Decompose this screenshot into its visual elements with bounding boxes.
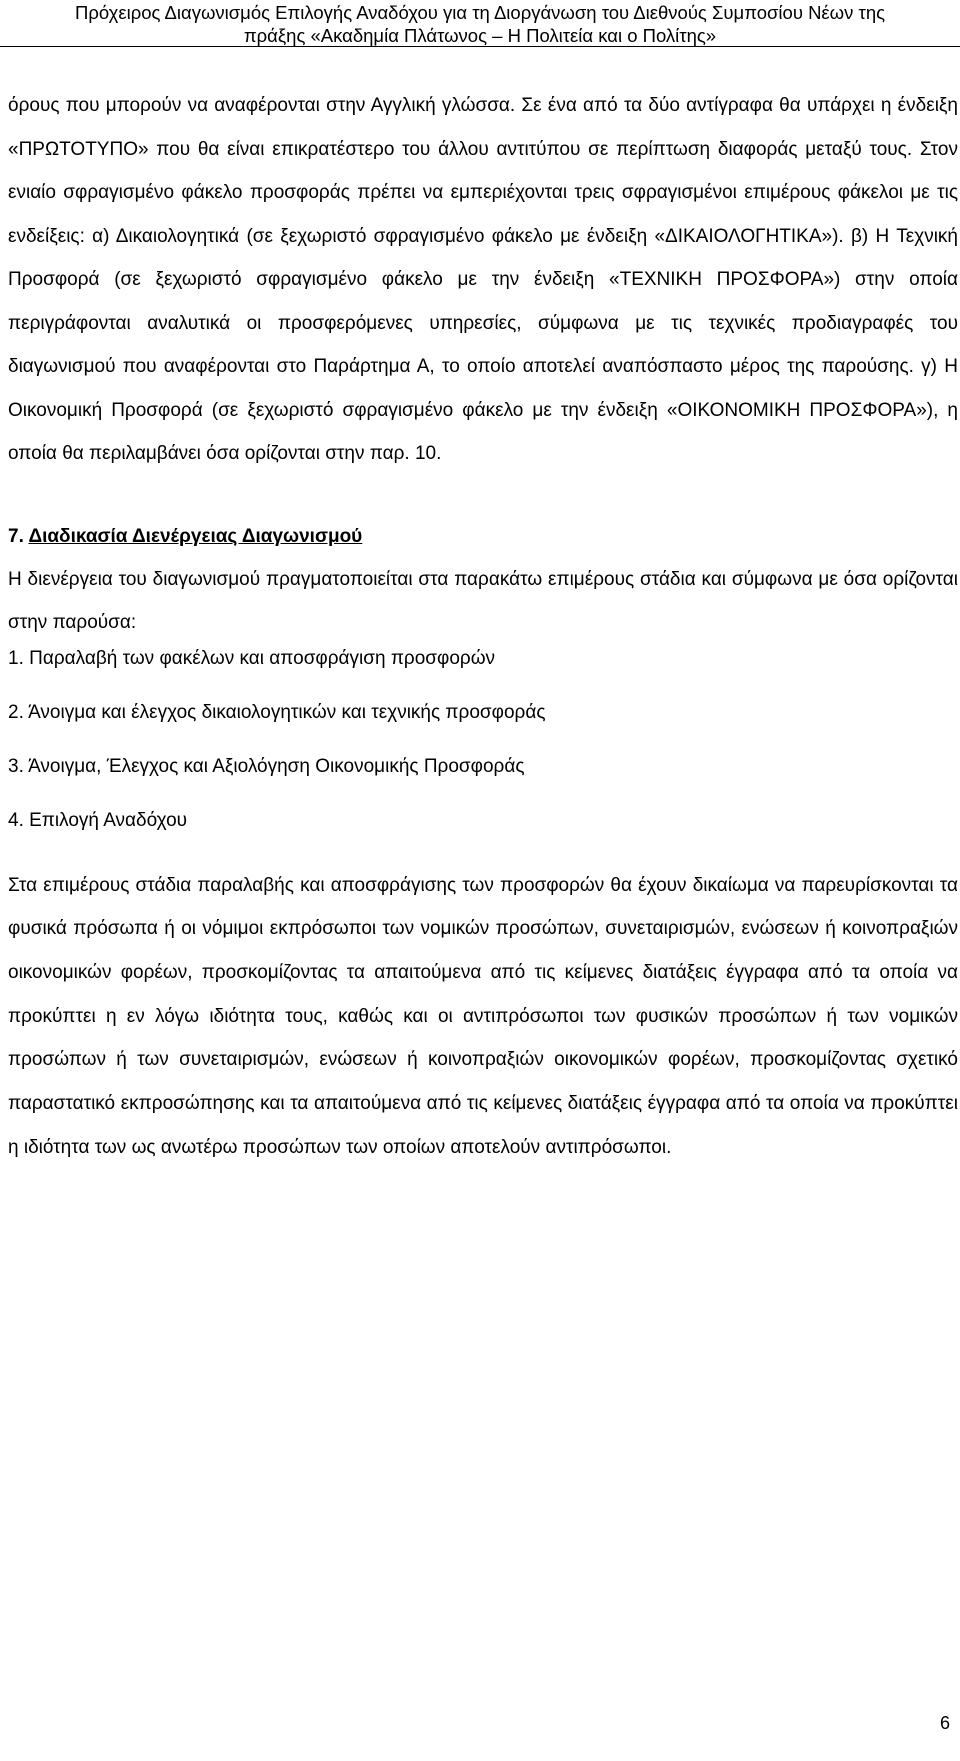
attendance-paragraph: Στα επιμέρους στάδια παραλαβής και αποσφράγισης των προσφορών θα έχουν δικαίωμα να παρευρίσκονται τα φυσικά πρόσωπα ή οι νόμιμοι εκπρόσωποι των νομικών προσώπων, συνεταιρισμών, ενώσεων ή κοινοπραξιών οικονομικών φορέων, προσκομίζοντας τα απαιτούμενα από τις κείμενες διατάξεις έγγραφα από τα οποία να προκύπτει η εν λόγω ιδιότητα τους, καθώς και οι αντιπρόσωποι των φυσικών προσώπων ή των νομικών προσώπων ή των συνεταιρισμών, ενώσεων ή κοινοπραξιών οικονομικών φορέων, προσκομίζοντας σχετικό παραστατικό εκπροσώπησης και τα απαιτούμενα από τις κείμενες διατάξεις έγγραφα από τα οποία να προκύπτει η ιδιότητα των ως ανωτέρω προσώπων των οποίων αποτελούν αντιπρόσωποι. [8,874,958,1158]
list-item: 2. Άνοιγμα και έλεγχος δικαιολογητικών και τεχνικής προσφοράς [8,701,546,723]
section-number: 7. [8,525,24,547]
section-heading [8,515,958,558]
section-intro: Η διενέργεια του διαγωνισμού πραγματοποιείται στα παρακάτω επιμέρους στάδια και σύμφωνα με όσα ορίζονται στην παρούσα: [8,568,958,633]
page-number: 6 [939,1713,950,1733]
document-body [8,84,958,1169]
body-paragraph: όρους που μπορούν να αναφέρονται στην Αγγλική γλώσσα. Σε ένα από τα δύο αντίγραφα θα υπάρχει η ένδειξη «ΠΡΩΤΟΤΥΠΟ» που θα είναι επικρατέστερο του άλλου αντιτύπου σε περίπτωση διαφοράς μεταξύ τους. Στον ενιαίο σφραγισμένο φάκελο προσφοράς πρέπει να εμπεριέχονται τρεις σφραγισμένοι επιμέρους φάκελοι με τις ενδείξεις: α) Δικαιολογητικά (σε ξεχωριστό σφραγισμένο φάκελο με ένδειξη «ΔΙΚΑΙΟΛΟΓΗΤΙΚΑ»). β) Η Τεχνική Προσφορά (σε ξεχωριστό σφραγισμένο φάκελο με την ένδειξη «ΤΕΧΝΙΚΗ ΠΡΟΣΦΟΡΑ») στην οποία περιγράφονται αναλυτικά οι προσφερόμενες υπηρεσίες, σύμφωνα με τις τεχνικές προδιαγραφές του διαγωνισμού που αναφέρονται στο Παράρτημα Α, το οποίο αποτελεί αναπόσπαστο μέρος της παρούσης. γ) Η Οικονομική Προσφορά (σε ξεχωριστό σφραγισμένο φάκελο με την ένδειξη «ΟΙΚΟΝΟΜΙΚΗ ΠΡΟΣΦΟΡΑ»), η οποία θα περιλαμβάνει όσα ορίζονται στην παρ. 10. [8,95,958,464]
page-header [0,0,960,47]
section-title: Διαδικασία Διενέργειας Διαγωνισμού [28,525,363,547]
list-item: 3. Άνοιγμα, Έλεγχος και Αξιολόγηση Οικονομικής Προσφοράς [8,755,525,777]
list-item: 4. Επιλογή Αναδόχου [8,809,188,831]
header-title-line-2: πράξης «Ακαδημία Πλάτωνος – Η Πολιτεία και ο Πολίτης» [243,25,717,46]
header-title-line-1: Πρόχειρος Διαγωνισμός Επιλογής Αναδόχου για τη Διοργάνωση του Διεθνούς Συμποσίου Νέων της [74,2,886,23]
procedure-steps-list [8,648,958,831]
list-item: 1. Παραλαβή των φακέλων και αποσφράγιση προσφορών [8,647,496,669]
